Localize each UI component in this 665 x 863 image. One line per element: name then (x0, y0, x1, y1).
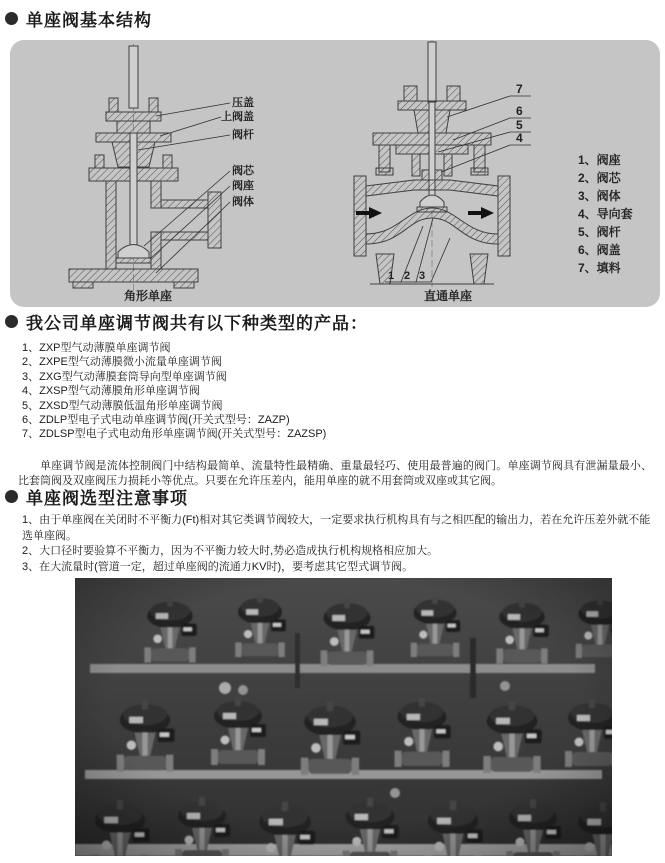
legend-item: 2、阀芯 (578, 171, 621, 185)
product-item: 1、ZXP型气动薄膜单座调节阀 (22, 342, 171, 354)
valves-photo-image (75, 578, 612, 856)
product-item: 2、ZXPE型气动薄膜微小流量单座调节阀 (22, 356, 222, 369)
section-basic-structure-title (5, 6, 152, 31)
selection-notes-list (22, 513, 656, 575)
label-plug: 阀芯 (232, 165, 254, 177)
bullet-icon (5, 490, 18, 503)
legend-item: 3、阀体 (578, 189, 621, 203)
valves-photo (75, 578, 612, 856)
callout-7: 7 (516, 82, 523, 96)
callout-3: 3 (419, 270, 426, 282)
callout-1: 1 (388, 270, 395, 282)
note-item: 1、由于单座阀在关闭时不平衡力(Ft)相对其它类调节阀较大，一定要求执行机构具有与之相匹配的输出力，若在允许压差外就不能选单座阀。 (22, 514, 651, 542)
label-gland: 压盖 (232, 97, 254, 109)
label-stem: 阀杆 (232, 129, 254, 141)
product-item: 3、ZXG型气动薄膜套筒导向型单座调节阀 (22, 370, 227, 383)
section-title-text: 单座阀选型注意事项 (26, 489, 188, 508)
section-title-text: 我公司单座调节阀共有以下种类型的产品： (26, 314, 368, 333)
product-item: 6、ZDLP型电子式电动单座调节阀(开关式型号：ZAZP) (22, 414, 290, 427)
callout-2: 2 (404, 270, 411, 282)
product-summary-paragraph: 单座调节阀是流体控制阀门中结构最简单、流量特性最精确、重量最轻巧、使用最普遍的阀门。单座调节阀具有泄漏量最小、比套筒阀及双座阀压力损耗小等优点。只要在允许压差内，能用单座的就不用套筒或双座或其它阀。 (18, 460, 652, 487)
legend-item: 6、阀盖 (578, 243, 621, 257)
parts-legend (578, 152, 633, 278)
callout-6: 6 (516, 104, 523, 118)
label-upper-bonnet: 上阀盖 (221, 111, 254, 123)
label-seat: 阀座 (232, 180, 254, 192)
angle-valve-diagram (69, 44, 230, 292)
product-item: 5、ZXSD型气动薄膜低温角形单座调节阀 (22, 399, 223, 412)
callout-4: 4 (516, 131, 523, 145)
section-selection-notes-title (5, 484, 188, 509)
legend-item: 1、阀座 (578, 153, 621, 167)
legend-item: 7、填料 (578, 261, 621, 275)
product-list (22, 341, 652, 442)
structure-diagram-panel (10, 40, 660, 307)
caption-straight-type: 直通单座 (423, 289, 472, 303)
note-item: 2、大口径时要验算不平衡力，因为不平衡力较大时,势必造成执行机构规格相应加大。 (22, 545, 439, 557)
product-item: 4、ZXSP型气动薄膜角形单座调节阀 (22, 385, 200, 398)
valve-cross-section-drawings (10, 40, 660, 307)
label-body: 阀体 (232, 196, 254, 208)
callout-5: 5 (516, 118, 523, 132)
caption-angle-type: 角形单座 (123, 289, 172, 303)
globe-valve-diagram (354, 40, 531, 290)
bullet-icon (5, 315, 18, 328)
product-item: 7、ZDLSP型电子式电动角形单座调节阀(开关式型号：ZAZSP) (22, 428, 327, 441)
section-products-title (5, 309, 368, 334)
legend-item: 4、导向套 (578, 207, 633, 221)
legend-item: 5、阀杆 (578, 225, 621, 239)
note-item: 3、在大流量时(管道一定，超过单座阀的流通力KV时)，要考虑其它型式调节阀。 (22, 560, 414, 573)
section-title-text: 单座阀基本结构 (26, 11, 152, 30)
bullet-icon (5, 12, 18, 25)
